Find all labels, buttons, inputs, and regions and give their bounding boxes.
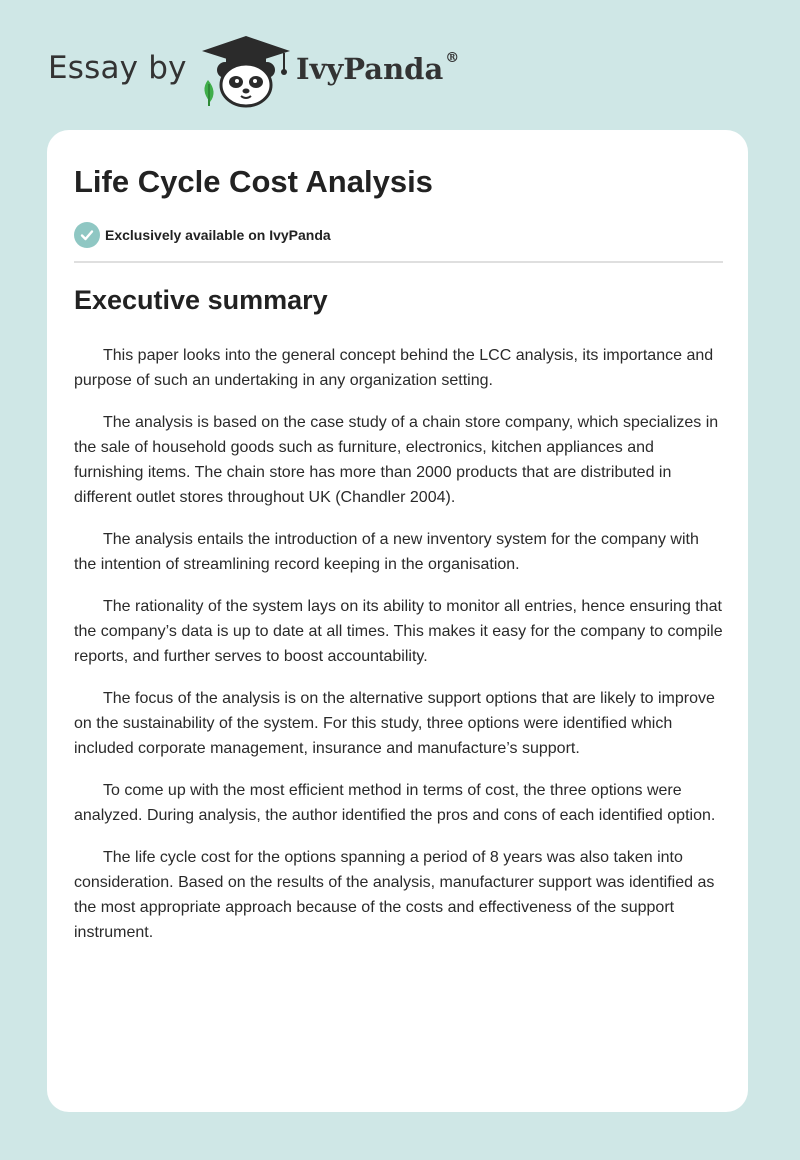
exclusive-badge bbox=[74, 222, 331, 248]
registered-mark: ® bbox=[445, 50, 460, 66]
essay-card bbox=[47, 130, 748, 1112]
paragraph: This paper looks into the general concept behind the LCC analysis, its importance and purpose of such an undertaking in any organization setting. bbox=[74, 347, 714, 389]
brand-text: IvyPanda bbox=[296, 52, 444, 86]
section-heading: Executive summary bbox=[74, 285, 328, 315]
brand-name[interactable] bbox=[296, 52, 459, 86]
paragraph: The life cycle cost for the options spanning a period of 8 years was also taken into consideration. Based on the results of the analysis, manufacturer support was identified as the most appropriate approach because of the costs and effectiveness of the support instrument. bbox=[74, 849, 715, 941]
paragraph: The rationality of the system lays on its ability to monitor all entries, hence ensuring that the company’s data is up to date at all times. This makes it easy for the company to compile reports, and further serves to boost accountability. bbox=[74, 598, 723, 665]
badge-label: Exclusively available on IvyPanda bbox=[105, 227, 331, 243]
checkmark-icon bbox=[74, 222, 100, 248]
essay-by-label: Essay by bbox=[48, 50, 187, 86]
paragraph: The focus of the analysis is on the alternative support options that are likely to improve on the sustainability of the system. For this study, three options were identified which included corporate management, insurance and manufacture’s support. bbox=[74, 690, 715, 757]
divider bbox=[74, 261, 723, 263]
paragraph: To come up with the most efficient method in terms of cost, the three options were analyzed. During analysis, the author identified the pros and cons of each identified option. bbox=[74, 782, 716, 824]
paragraph: The analysis is based on the case study of a chain store company, which specializes in the sale of household goods such as furniture, electronics, kitchen appliances and furnishing items. The chain store has more than 2000 products that are distributed in different outlet stores throughout UK (Chandler 2004). bbox=[74, 414, 719, 506]
essay-body bbox=[74, 343, 724, 962]
page-title: Life Cycle Cost Analysis bbox=[74, 164, 433, 199]
panda-graduate-icon[interactable] bbox=[198, 34, 294, 110]
site-header bbox=[0, 0, 800, 130]
paragraph: The analysis entails the introduction of a new inventory system for the company with the intention of streamlining record keeping in the organisation. bbox=[74, 531, 699, 573]
